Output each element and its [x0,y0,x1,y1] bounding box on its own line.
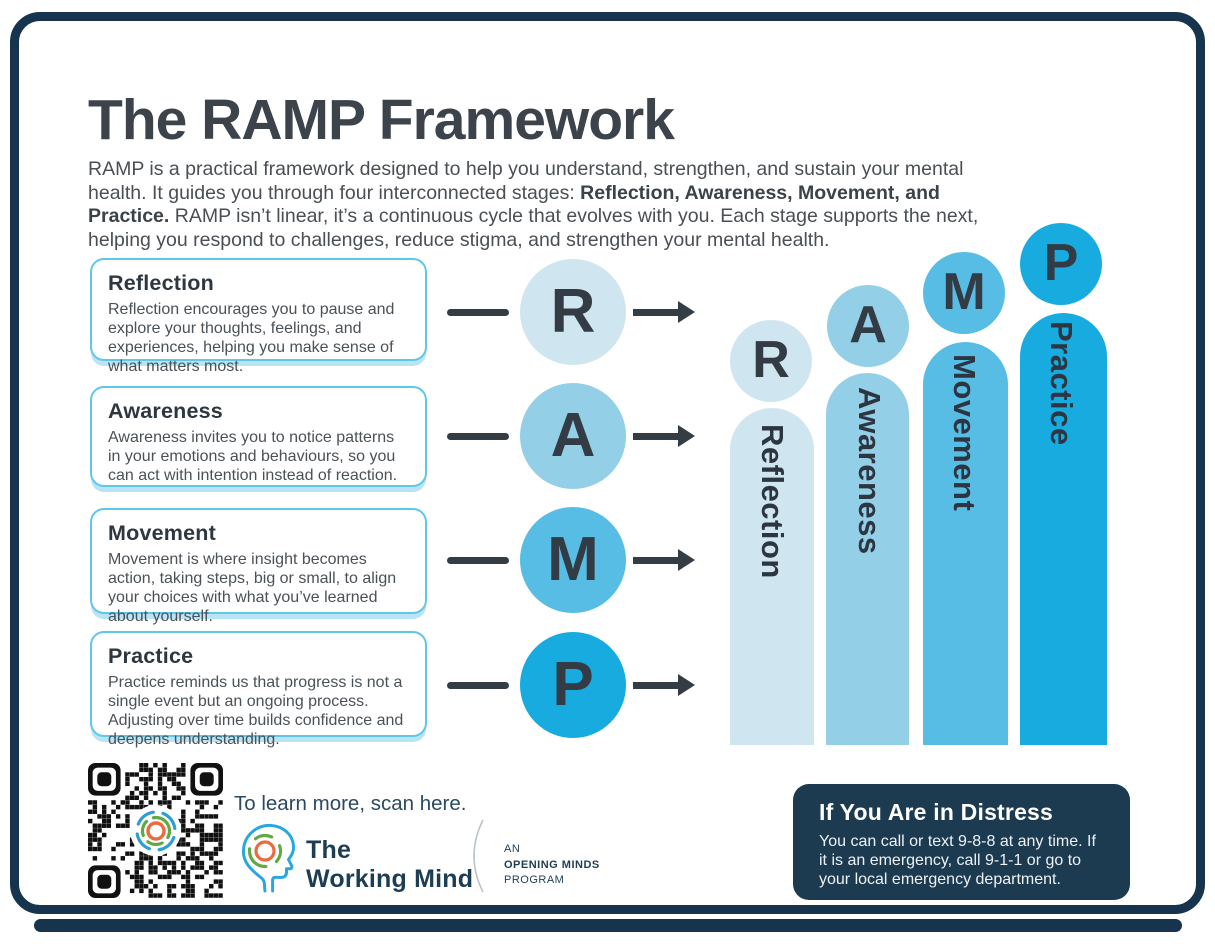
letter-p: P [552,649,594,719]
letter-m: M [547,524,599,594]
bar-letter-m: M [942,262,986,321]
brand-working-mind: Working Mind [306,864,474,893]
connector-dash [447,557,509,564]
connector-dash [447,682,509,689]
reflection-card-title: Reflection [108,271,214,295]
program-program: PROGRAM [504,874,565,887]
arrow-line [633,433,680,440]
movement-card-description: Movement is where insight becomes action, taking steps, big or small, to align your choices with what you’ve learned about yourself. [108,551,397,626]
arrow-line [633,682,680,689]
bar-letter-p: P [1043,233,1079,292]
opening-minds-program-text [504,842,600,889]
reflection-card-description: Reflection encourages you to pause and explore your thoughts, feelings, and experiences, helping you make sense of what matters most. [108,301,395,376]
distress-title: If You Are in Distress [819,799,1054,825]
connector-dash [447,433,509,440]
logo-divider-curve [468,818,488,894]
movement-bar-circle [923,252,1005,334]
bar-letter-a: A [849,295,887,354]
distress-body: You can call or text 9-8-8 at any time. If it is an emergency, call 9-1-1 or go to your local emergency department. [819,833,1096,889]
letter-circle-m [520,507,626,613]
reflection-card [90,258,427,376]
arrow-icon [678,301,695,323]
practice-card [90,631,427,749]
working-mind-head-icon [228,820,300,894]
arrow-line [633,309,680,316]
practice-bar-circle [1020,223,1102,305]
letter-a: A [550,400,596,470]
brand-the: The [306,836,352,864]
program-opening-minds: OPENING MINDS [504,858,600,871]
awareness-card-description: Awareness invites you to notice patterns in your emotions and behaviours, so you can act with intention instead of reaction. [108,429,398,485]
reflection-bar-label: Reflection [755,424,790,579]
arrow-icon [678,549,695,571]
distress-info-box [793,784,1130,900]
intro-part1: RAMP is a practical framework designed to help you understand, strengthen, and sustain your mental health. It guides you through four interconnected stages: [88,158,964,204]
movement-bar-label: Movement [947,354,982,512]
working-mind-wordmark [306,836,473,893]
letter-circle-a [520,383,626,489]
qr-center-logo [130,805,181,856]
practice-card-description: Practice reminds us that progress is not a single event but an ongoing process. Adjusting over time builds confidence and deepens understanding. [108,674,404,749]
movement-card [90,508,427,626]
arrow-line [633,557,680,564]
page-title: The RAMP Framework [88,88,674,152]
concentric-rings-icon [133,808,179,854]
intro-paragraph [88,158,993,252]
awareness-bar-circle [827,285,909,367]
program-an: AN [504,843,521,855]
awareness-bar-label: Awareness [852,387,887,555]
intro-bold-stages: Reflection, Awareness, Movement, and Practice. [88,181,940,228]
arrow-icon [678,674,695,696]
practice-bar-label: Practice [1044,321,1079,446]
letter-r: R [550,276,596,346]
page-frame-base-band [34,919,1182,932]
letter-circle-p [520,632,626,738]
movement-card-title: Movement [108,521,216,545]
practice-card-title: Practice [108,644,194,668]
scan-cta-text: To learn more, scan here. [234,792,467,815]
connector-dash [447,309,509,316]
awareness-card-title: Awareness [108,399,223,423]
letter-circle-r [520,259,626,365]
arrow-icon [678,425,695,447]
reflection-bar-circle [730,320,812,402]
bar-letter-r: R [752,330,790,389]
awareness-card [90,386,427,487]
intro-part2: RAMP isn’t linear, it’s a continuous cycle that evolves with you. Each stage supports the next, helping you respond to challenges, reduce stigma, and strengthen your mental health. [88,205,979,251]
